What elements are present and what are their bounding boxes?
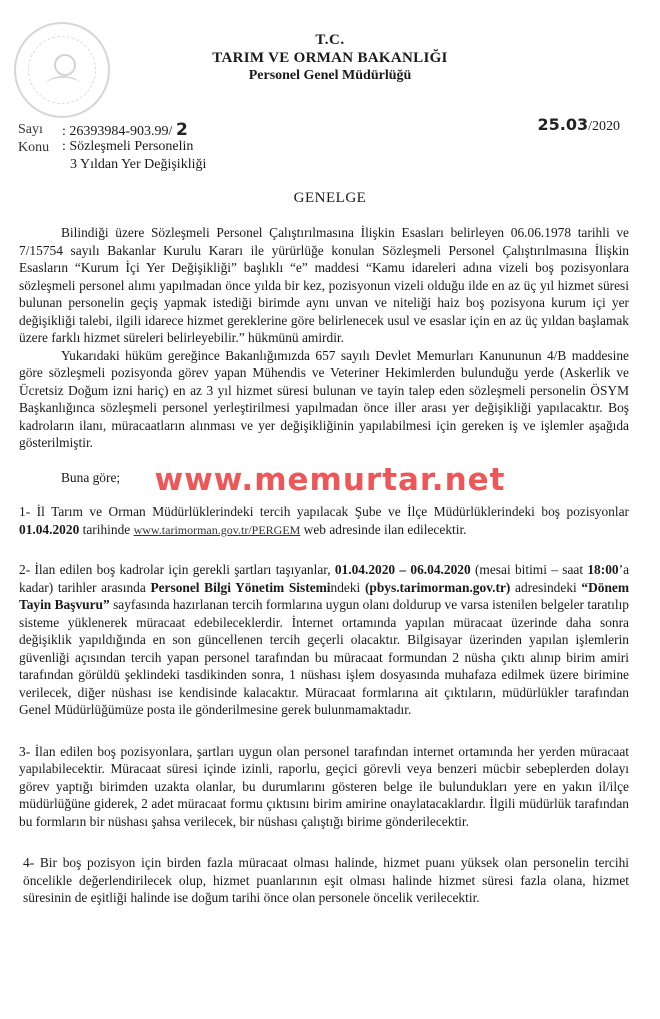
item-2-text-f: sayfasında hazırlanan tercih formlarına uygun olanı doldurup ve varsa istenilen belgeler taratılıp sisteme yüklenerek müracaat edebileceklerdir. İnternet ortamında yapılan müracaat üzerinde daha sonra değişiklik yapıldığında en son güncellenen tercih geçerli olacaktır. Bilgisayar üzerinden yapılan işlemlerin güvenliği açısından tercih yapan personel tarafından bu müracaat formundan 2 nüsha çıktı alınıp birim amiri tarafından görüldü şeklindeki tasdikinden sonra, 1 nüshası işlem dosyasında muhafaza edilmek üzere birimine verilecek, diğer nüshası ise kendisinde kalacaktır. Müracaat formlarına ait çıktıların, müdürlükler tarafından Genel Müdürlüğümüze posta ile gönderilmesine gerek bulunmamaktadır. bbox=[19, 597, 629, 717]
item-2-text-d: ndeki bbox=[330, 579, 365, 595]
document-body bbox=[19, 224, 629, 907]
item-2-text-b: (mesai bitimi – saat bbox=[470, 562, 588, 577]
buna-gore: Buna göre; bbox=[61, 469, 121, 485]
konu-label: Konu bbox=[18, 140, 50, 155]
watermark: www.memurtar.net bbox=[154, 462, 506, 498]
date-handwritten: 25.03 bbox=[537, 115, 589, 134]
item-3: 3- İlan edilen boş pozisyonlara, şartları uygun olan personel tarafından internet ortamında her yerden müracaat yapılabilecektir. Müracaat süresi içinde izinli, raporlu, geçici görevli veya benzeri mücbir sebeplerden dolayı görev yaptığı birimden uzakta olanlar, bu durumlarını gösteren belge ile bulundukları yere en yakın il/ilçe müdürlüğüne giderek, 2 adet müracaat formu çıktısını birim amirine onaylatacaklardır. İlgili müdürlük tarafından bu formların bir nüshası şahsa verilecek, bir nüshası çalıştığı birime gönderilecektir. bbox=[19, 743, 629, 829]
konu-value-1: : Sözleşmeli Personelin bbox=[62, 139, 194, 154]
sayi-number: : 26393984-903.99/ bbox=[62, 124, 173, 139]
date-year: /2020 bbox=[588, 119, 620, 134]
item-2-system: Personel Bilgi Yönetim Sistemi bbox=[150, 579, 331, 595]
header-tc: T.C. bbox=[315, 32, 345, 48]
item-2-dates: 01.04.2020 – 06.04.2020 bbox=[334, 562, 471, 577]
pbys-link[interactable]: (pbys.tarimorman.gov.tr) bbox=[364, 579, 511, 595]
item-2-text-e: adresindeki bbox=[510, 579, 582, 595]
item-2-time: 18:00 bbox=[587, 562, 619, 577]
item-2-text-c: ’a kadar) tarihler arasında bbox=[19, 562, 630, 595]
document-date bbox=[538, 115, 621, 135]
item-1 bbox=[19, 503, 629, 539]
item-2-text-a: 2- İlan edilen boş kadrolar için gerekli şartları taşıyanlar, bbox=[19, 562, 335, 577]
item-1-date: 01.04.2020 bbox=[19, 521, 80, 537]
item-1-text-b: tarihinde bbox=[79, 521, 134, 537]
item-4: 4- Bir boş pozisyon için birden fazla müracaat olması halinde, hizmet puanı yüksek olan personelin tercihi öncelikle değerlendirilecek olup, hizmet puanlarının eşit olması halinde hizmet süresi fazla olana, hizmet süresinin de eşitliği halinde ise doğum tarihi önce olan personele öncelik verilecektir. bbox=[23, 855, 629, 905]
konu-value-2: 3 Yıldan Yer Değişikliği bbox=[70, 157, 207, 172]
item-2-menu: “Dönem Tayin Başvuru” bbox=[19, 579, 629, 612]
sayi-label: Sayı bbox=[18, 122, 43, 137]
document-title: GENELGE bbox=[293, 190, 367, 206]
paragraph-2: Yukarıdaki hüküm gereğince Bakanlığımızda 657 sayılı Devlet Memurları Kanununun 4/B maddesine göre sözleşmeli pozisyonda görev yapan Mühendis ve Veteriner Hekimlerden bulunduğu yerde (Askerlik ve Ücretsiz Doğum izni hariç) en az 3 yıl hizmet süresi bulunan ve tayin talep eden sözleşmeli personelin ÖSYM Başkanlığınca sözleşmeli personel yerleştirilmesi yapılmadan önce iller arası yer değişikliği yapılacaktır. Boş kadroların ilanı, müracaatların alınması ve yer değişikliğinin yapılabilmesi için gereken iş ve işlemler aşağıda gösterilmiştir. bbox=[19, 347, 629, 450]
pergem-link[interactable]: www.tarimorman.gov.tr/PERGEM bbox=[133, 522, 301, 537]
item-1-text-a: 1- İl Tarım ve Orman Müdürlüklerindeki tercih yapılacak Şube ve İlçe Müdürlüklerindeki boş pozisyonlar bbox=[19, 504, 629, 519]
sayi-handwritten: 2 bbox=[175, 120, 189, 140]
item-1-text-c: web adresinde ilan edilecektir. bbox=[300, 521, 467, 537]
header-department: Personel Genel Müdürlüğü bbox=[248, 68, 412, 83]
meta-labels bbox=[18, 121, 49, 157]
paragraph-1: Bilindiği üzere Sözleşmeli Personel Çalıştırılmasına İlişkin Esasları belirleyen 06.06.1978 tarihli ve 7/15754 sayılı Bakanlar Kurulu Kararı ile yürürlüğe konulan Sözleşmeli Personel Çalıştırılmasına İlişkin Esasların “Kurum İçi Yer Değişikliği” başlıklı “e” maddesi “Kamu idareleri adına vizeli boş pozisyonlara sözleşmeli personel alımı yapılmadan önce yılda bir kez, pozisyonun vizeli olduğu ilde en az üç yıl hizmet süresi bulunan personelin geçiş yapmak istediği birimde aynı unvan ve niteliği haiz boş pozisyona kurum içi yer değişikliği talebi, ilgili idarece hizmet gereklerine göre belirlenecek usul ve esaslar için en az üç yıldan başlamak üzere farklı hizmet süreleri belirleyebilir.” hükmünü amirdir. bbox=[19, 225, 629, 345]
item-2 bbox=[19, 561, 629, 719]
header-ministry: TARIM VE ORMAN BAKANLIĞI bbox=[212, 50, 448, 66]
meta-values bbox=[62, 121, 206, 174]
